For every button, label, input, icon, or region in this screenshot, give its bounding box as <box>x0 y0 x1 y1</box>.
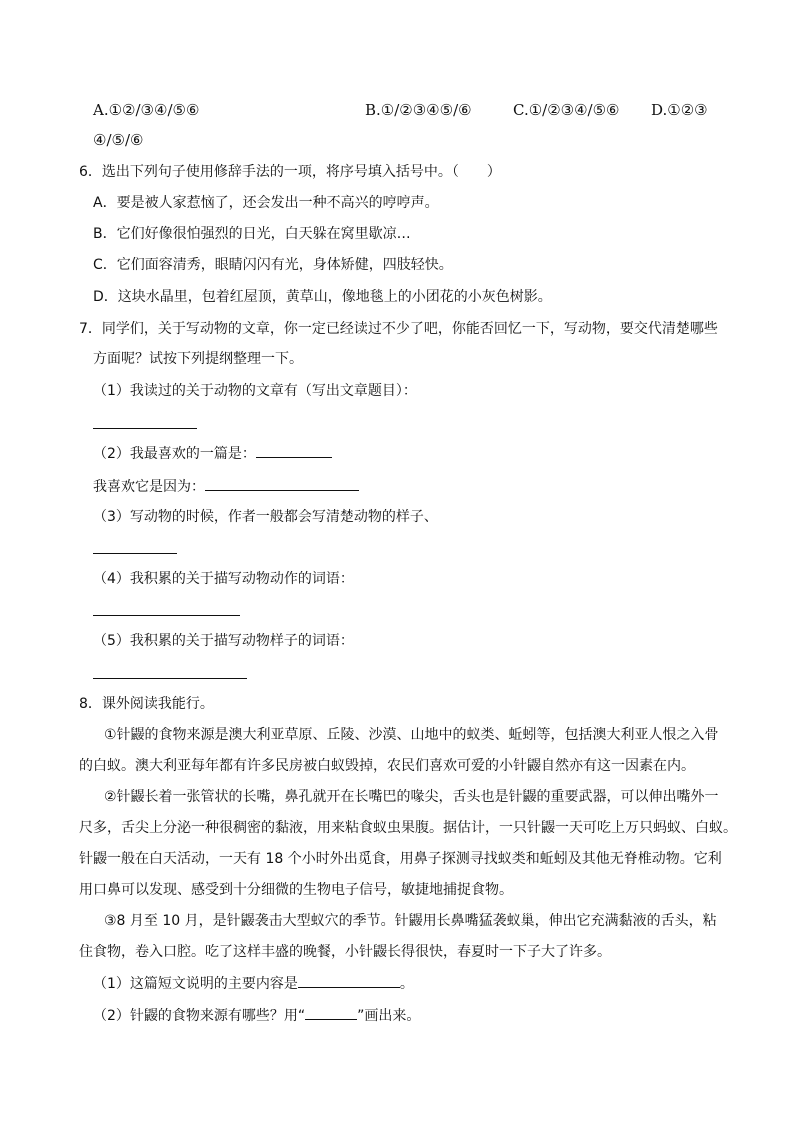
q5-option-c: C.①/②③④/⑤⑥ <box>513 101 620 119</box>
q8-stem: 8．课外阅读我能行。 <box>79 696 214 712</box>
q7-sub2-label: （2）我最喜欢的一篇是： <box>93 446 256 462</box>
q7-sub2b-answer-blank[interactable] <box>205 476 359 491</box>
q8-sub2-underline-sample <box>305 1005 357 1020</box>
q8-para2-line4: 用口鼻可以发现、感受到十分细微的生物电子信号，敏捷地捕捉食物。 <box>79 882 513 898</box>
q5-option-d: D.①②③ <box>651 101 708 119</box>
q6-option-d: D．这块水晶里，包着红屋顶，黄草山，像地毯上的小团花的小灰色树影。 <box>93 289 552 305</box>
q7-sub5: （5）我积累的关于描写动物样子的词语： <box>93 633 354 649</box>
q6-stem: 6．选出下列句子使用修辞手法的一项，将序号填入括号中。（ ） <box>79 164 501 180</box>
q8-sub1 <box>93 973 414 994</box>
q8-sub2 <box>93 1005 420 1026</box>
q8-para3-line1: ③8 月至 10 月，是针鼹袭击大型蚁穴的季节。针鼹用长鼻嘴猛袭蚁巢，伸出它充满黏液的舌头，粘 <box>104 913 717 929</box>
q8-sub1-end: 。 <box>399 976 414 992</box>
q7-stem-line1: 7．同学们，关于写动物的文章，你一定已经读过不少了吧，你能否回忆一下，写动物，要交代清楚哪些 <box>79 321 718 337</box>
q8-sub2-label-end: ”画出来。 <box>357 1008 421 1024</box>
q6-option-c: C．它们面容清秀，眼睛闪闪有光，身体矫健，四肢轻快。 <box>93 257 453 273</box>
q8-para2-line2: 尺多，舌尖上分泌一种很稠密的黏液，用来粘食蚁虫果腹。据估计，一只针鼹一天可吃上万只蚂蚁、白蚁。 <box>79 820 737 836</box>
q6-option-a: A．要是被人家惹恼了，还会发出一种不高兴的哼哼声。 <box>93 195 439 211</box>
q7-sub2-answer-blank[interactable] <box>256 443 332 458</box>
q8-para1-line2: 的白蚁。澳大利亚每年都有许多民房被白蚁毁掉，农民们喜欢可爱的小针鼹自然亦有这一因素在内。 <box>79 758 695 774</box>
q7-stem-line2: 方面呢？试按下列提纲整理一下。 <box>93 351 303 367</box>
q7-sub1: （1）我读过的关于动物的文章有（写出文章题目）： <box>93 383 417 399</box>
q8-sub1-answer-blank[interactable] <box>298 973 400 988</box>
q7-sub4: （4）我积累的关于描写动物动作的词语： <box>93 571 354 587</box>
q7-sub3-answer-line[interactable] <box>93 553 177 554</box>
q7-sub4-answer-line[interactable] <box>93 615 240 616</box>
q5-option-b: B.①/②③④⑤/⑥ <box>365 101 472 119</box>
q7-sub2b-label: 我喜欢它是因为： <box>93 479 205 495</box>
q7-sub3: （3）写动物的时候，作者一般都会写清楚动物的样子、 <box>93 509 438 525</box>
q6-option-b: B．它们好像很怕强烈的日光，白天躲在窝里歇凉… <box>93 226 411 242</box>
q8-sub2-label: （2）针鼹的食物来源有哪些？用“ <box>93 1008 306 1024</box>
q8-para2-line1: ②针鼹长着一张管状的长嘴，鼻孔就开在长嘴巴的喙尖，舌头也是针鼹的重要武器，可以伸出嘴外一 <box>104 789 719 805</box>
q7-sub2 <box>93 443 332 464</box>
q8-para3-line2: 住食物，卷入口腔。吃了这样丰盛的晚餐，小针鼹长得很快，春夏时一下子大了许多。 <box>79 944 611 960</box>
q5-option-d-continued: ④/⑤/⑥ <box>93 131 144 149</box>
q8-para2-line3: 针鼹一般在白天活动，一天有 18 个小时外出觅食，用鼻子探测寻找蚁类和蚯蚓及其他无脊椎动物。它利 <box>79 851 722 867</box>
q8-sub1-label: （1）这篇短文说明的主要内容是 <box>93 976 298 992</box>
q7-sub5-answer-line[interactable] <box>93 678 247 679</box>
q5-option-a: A.①②/③④/⑤⑥ <box>93 101 200 119</box>
q7-sub1-answer-line[interactable] <box>93 428 197 429</box>
q7-sub2b <box>93 476 359 497</box>
q8-para1-line1: ①针鼹的食物来源是澳大利亚草原、丘陵、沙漠、山地中的蚁类、蚯蚓等，包括澳大利亚人恨之入骨 <box>104 727 719 743</box>
